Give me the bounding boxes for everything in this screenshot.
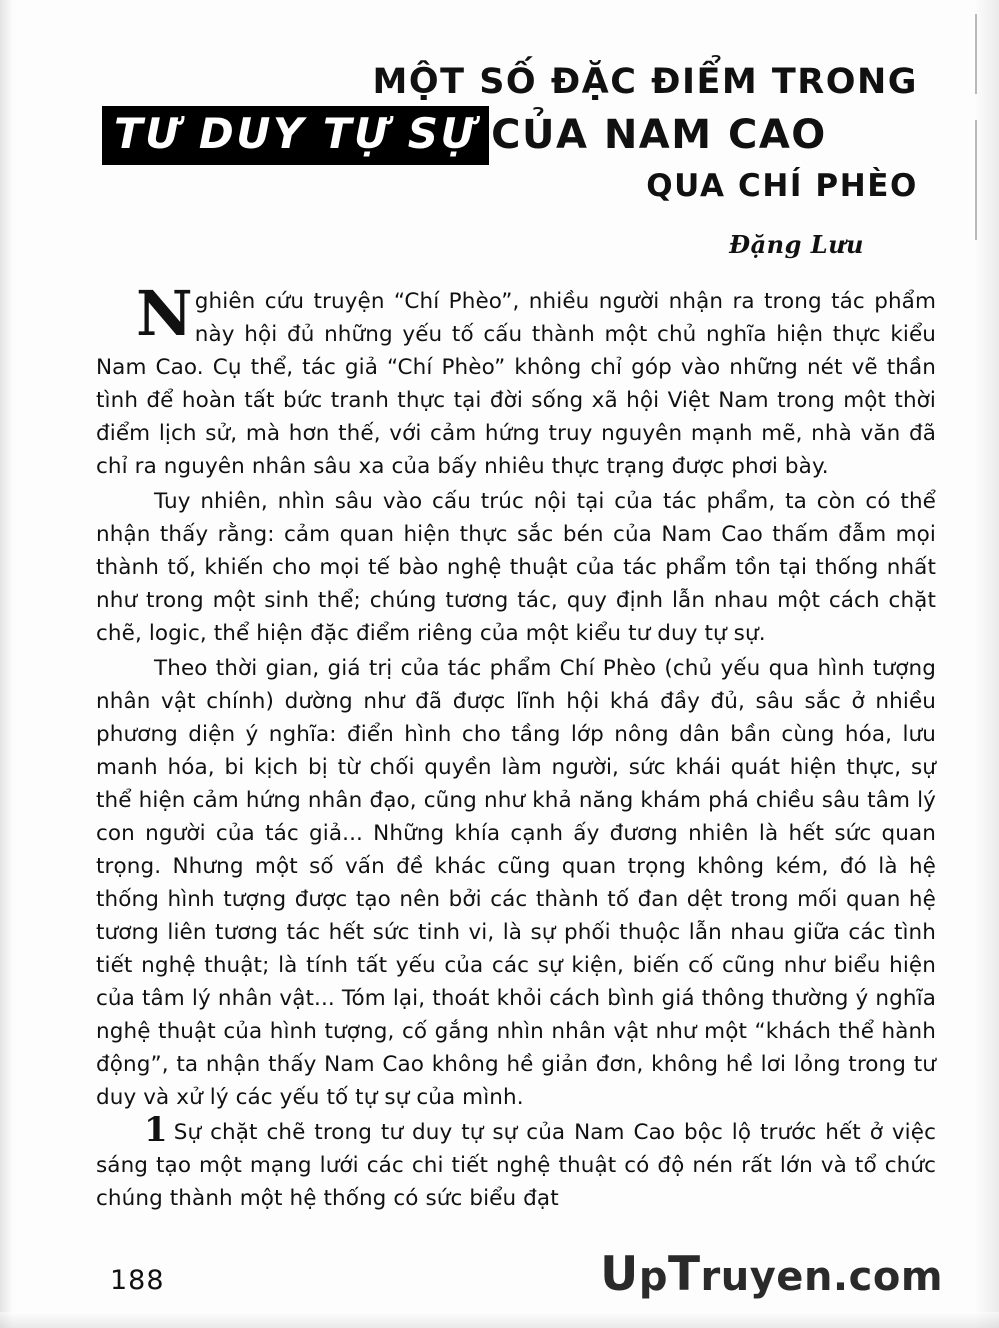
watermark-u: U	[600, 1247, 639, 1302]
site-watermark	[600, 1247, 943, 1302]
paragraph-1	[96, 277, 936, 483]
paragraph-1-text: ghiên cứu truyện “Chí Phèo”, nhiều người nhận ra trong tác phẩm này hội đủ những yếu tố cấu thành một chủ nghĩa hiện thực kiểu Nam Cao. Cụ thể, tác giả “Chí Phèo” không chỉ góp vào những nét vẽ thần tình để hoàn tất bức tranh thực tại đời sống xã hội Việt Nam trong một thời điểm lịch sử, mà hơn thế, với cảm hứng truy nguyên mạnh mẽ, nhà văn đã chỉ ra nguyên nhân sâu xa của bấy nhiêu thực trạng được phơi bày.	[96, 289, 936, 479]
scan-edge-left	[0, 0, 14, 1328]
drop-cap: N	[136, 277, 193, 350]
watermark-p: p	[638, 1254, 668, 1300]
scan-edge-bottom	[0, 1312, 999, 1328]
page-content	[96, 44, 936, 1217]
article-title	[96, 44, 936, 224]
section-number: 1	[144, 1110, 168, 1150]
title-line-2-rest: CỦA NAM CAO	[491, 112, 827, 158]
author-name: Đặng Lưu	[729, 230, 864, 259]
page-number: 188	[110, 1265, 165, 1296]
paragraph-4	[96, 1110, 936, 1215]
watermark-dot: .	[832, 1254, 849, 1300]
paragraph-3: Theo thời gian, giá trị của tác phẩm Chí Phèo (chủ yếu qua hình tượng nhân vật chính) dường như đã được lĩnh hội khá đầy đủ, sâu sắc ở nhiều phương diện ý nghĩa: điển hình cho tầng lớp nông dân bần cùng hóa, lưu manh hóa, bi kịch bị từ chối quyền làm người, sức khái quát hiện thực, sự thể hiện cảm hứng nhân đạo, cũng như khả năng khám phá chiều sâu tâm lý con người của tác giả... Những khía cạnh ấy đương nhiên là hết sức quan trọng. Nhưng một số vấn đề khác cũng quan trọng không kém, đó là hệ thống hình tượng được tạo nên bởi các thành tố đan dệt trong mối quan hệ tương liên tương tác hết sức tinh vi, là sự phối thuộc lẫn nhau giữa các tình tiết nghệ thuật; là tính tất yếu của các sự kiện, biến cố cũng như biểu hiện của tâm lý nhân vật... Tóm lại, thoát khỏi cách bình giá thông thường ý nghĩa nghệ thuật của hình tượng, cố gắng nhìn nhân vật như một “khách thể hành động”, ta nhận thấy Nam Cao không hề giản đơn, không hề lơi lỏng trong tư duy và xử lý các yếu tố tự sự của mình.	[96, 656, 936, 1110]
gutter-mark-middle	[975, 120, 977, 240]
page-footer	[0, 1238, 999, 1302]
title-highlight-box: TƯ DUY TỰ SỰ	[102, 106, 489, 165]
watermark-t: T	[667, 1247, 701, 1302]
paragraph-2: Tuy nhiên, nhìn sâu vào cấu trúc nội tại của tác phẩm, ta còn có thể nhận thấy rằng: cảm quan hiện thực sắc bén của Nam Cao thấm đẫm mọi thành tố, khiến cho mọi tế bào nghệ thuật của tác phẩm tồn tại thống nhất như trong một sinh thể; chúng tương tác, quy định lẫn nhau một cách chặt chẽ, logic, thể hiện đặc điểm riêng của một kiểu tư duy tự sự.	[96, 489, 936, 646]
title-line-1: MỘT SỐ ĐẶC ĐIỂM TRONG	[372, 62, 918, 102]
title-line-2	[102, 106, 827, 165]
watermark-rest: ruyen	[700, 1254, 833, 1300]
watermark-com: com	[848, 1254, 943, 1300]
title-line-3: QUA CHÍ PHÈO	[646, 168, 918, 204]
gutter-mark-top	[975, 14, 977, 94]
article-body	[96, 277, 936, 1215]
paragraph-4-text: Sự chặt chẽ trong tư duy tự sự của Nam Cao bộc lộ trước hết ở việc sáng tạo một mạng lưới các chi tiết nghệ thuật có độ nén rất lớn và tổ chức chúng thành một hệ thống có sức biểu đạt	[96, 1120, 936, 1211]
